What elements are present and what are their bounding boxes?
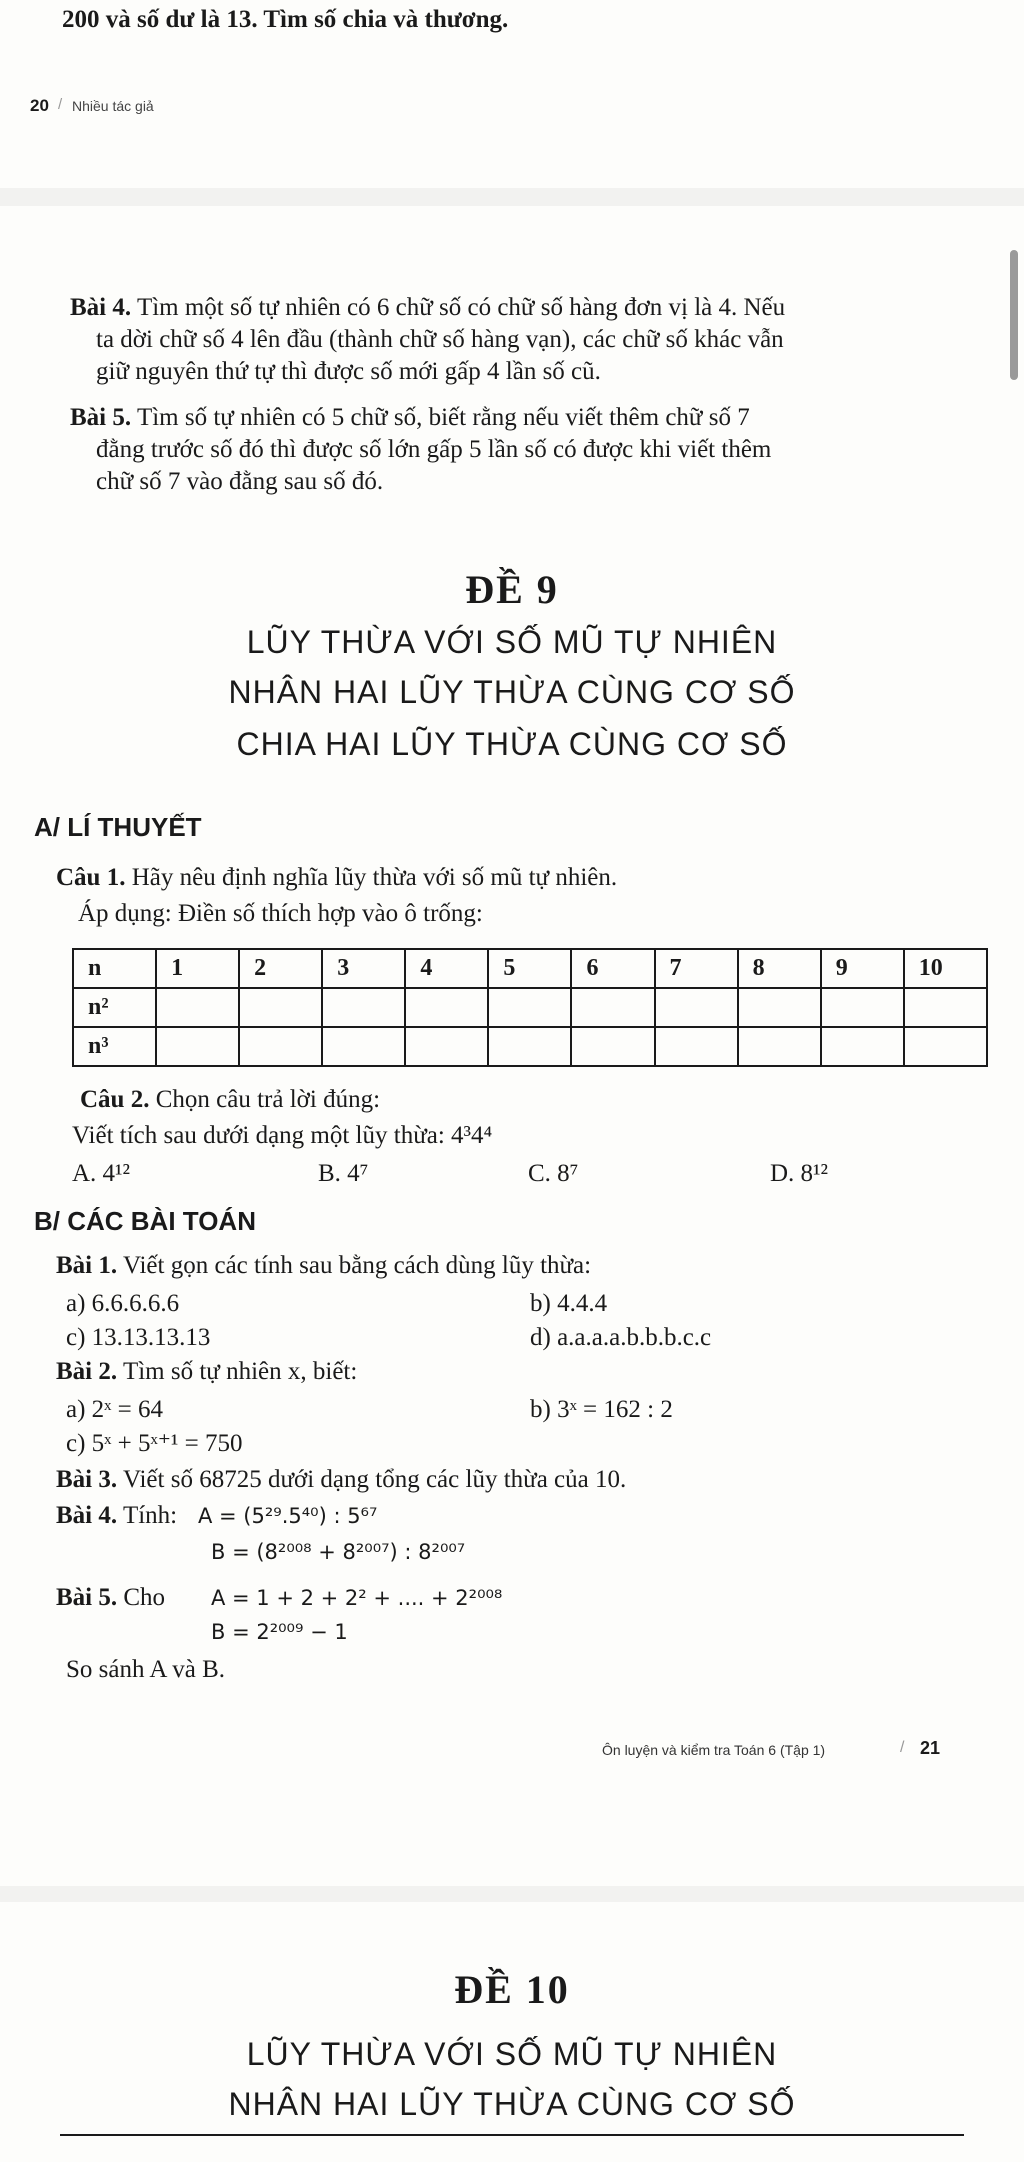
empty-cell[interactable] — [322, 988, 405, 1027]
empty-cell[interactable] — [738, 1027, 821, 1066]
question-label: Câu 1. — [56, 864, 126, 891]
exercise-label: Bài 4. — [70, 294, 132, 321]
exercise-label: Bài 5. — [70, 404, 132, 431]
empty-cell[interactable] — [571, 988, 654, 1027]
empty-cell[interactable] — [156, 988, 239, 1027]
question-text: Hãy nêu định nghĩa lũy thừa với số mũ tự nhiên. — [131, 864, 618, 891]
row-label: n³ — [73, 1027, 156, 1066]
empty-cell[interactable] — [904, 1027, 987, 1066]
de9-title: ĐỀ 9 — [465, 567, 559, 612]
de10-subtitle-1: LŨY THỪA VỚI SỐ MŨ TỰ NHIÊN — [246, 2036, 778, 2072]
cau1 — [56, 862, 617, 894]
power-table — [72, 948, 988, 1067]
table-cell: 6 — [571, 949, 654, 988]
table-cell: 10 — [904, 949, 987, 988]
empty-cell[interactable] — [239, 1027, 322, 1066]
section-b-heading: B/ CÁC BÀI TOÁN — [34, 1206, 256, 1236]
empty-cell[interactable] — [571, 1027, 654, 1066]
exercise-label: Bài 2. — [56, 1358, 118, 1385]
option-d: D. 8¹² — [770, 1160, 829, 1187]
option-a: A. 4¹² — [72, 1160, 131, 1187]
option-c: C. 8⁷ — [528, 1160, 579, 1187]
empty-cell[interactable] — [738, 988, 821, 1027]
bai1-item-a: a) 6.6.6.6.6 — [66, 1290, 180, 1317]
exercise-bai5-prev — [70, 402, 750, 434]
table-cell: 2 — [239, 949, 322, 988]
bai5 — [56, 1582, 165, 1614]
page-21 — [0, 206, 1024, 1886]
bai1-item-b: b) 4.4.4 — [530, 1290, 608, 1317]
exercise-line: ta dời chữ số 4 lên đầu (thành chữ số hàng vạn), các chữ số khác vẫn — [96, 326, 784, 353]
page-number: 20 — [30, 96, 49, 115]
bai2 — [56, 1356, 357, 1388]
de9-subtitle-3: CHIA HAI LŨY THỪA CÙNG CƠ SỐ — [236, 726, 788, 762]
footer-separator: / — [58, 96, 63, 113]
divider — [60, 2134, 964, 2136]
exercise-bai4-prev — [70, 292, 785, 324]
exercise-text: Tính: — [122, 1502, 178, 1529]
empty-cell[interactable] — [655, 1027, 738, 1066]
exercise-text: Cho — [123, 1584, 166, 1611]
exercise-line: chữ số 7 vào đằng sau số đó. — [96, 468, 384, 495]
exercise-line: đằng trước số đó thì được số lớn gấp 5 lần số có được khi viết thêm — [96, 436, 772, 463]
exercise-text: Viết gọn các tính sau bằng cách dùng lũy thừa: — [122, 1252, 592, 1279]
table-header-row — [73, 949, 987, 988]
bai1-item-d: d) a.a.a.a.b.b.b.c.c — [530, 1324, 712, 1351]
empty-cell[interactable] — [488, 988, 571, 1027]
bai5-formula-b: B = 2²⁰⁰⁹ − 1 — [211, 1620, 348, 1644]
bai5-compare: So sánh A và B. — [66, 1656, 226, 1683]
cau1-apply: Áp dụng: Điền số thích hợp vào ô trống: — [78, 900, 483, 927]
page-number: 21 — [920, 1738, 941, 1758]
footer-author: Nhiều tác giả — [72, 98, 154, 114]
bai1 — [56, 1250, 591, 1282]
exercise-label: Bài 3. — [56, 1466, 118, 1493]
exercise-line: Tìm một số tự nhiên có 6 chữ số có chữ số hàng đơn vị là 4. Nếu — [136, 294, 786, 321]
table-cell: 7 — [655, 949, 738, 988]
table-row — [73, 988, 987, 1027]
row-label: n² — [73, 988, 156, 1027]
bai4-formula-b: B = (8²⁰⁰⁸ + 8²⁰⁰⁷) : 8²⁰⁰⁷ — [211, 1540, 466, 1564]
empty-cell[interactable] — [821, 988, 904, 1027]
de9-subtitle-2: NHÂN HAI LŨY THỪA CÙNG CƠ SỐ — [228, 674, 796, 710]
bai2-item-c: c) 5ˣ + 5ˣ⁺¹ = 750 — [66, 1430, 243, 1457]
empty-cell[interactable] — [488, 1027, 571, 1066]
option-b: B. 4⁷ — [318, 1160, 369, 1187]
exercise-line: giữ nguyên thứ tự thì được số mới gấp 4 lần số cũ. — [96, 358, 601, 385]
empty-cell[interactable] — [239, 988, 322, 1027]
empty-cell[interactable] — [655, 988, 738, 1027]
bai5-formula-a: A = 1 + 2 + 2² + .... + 2²⁰⁰⁸ — [211, 1586, 503, 1610]
empty-cell[interactable] — [322, 1027, 405, 1066]
empty-cell[interactable] — [904, 988, 987, 1027]
exercise-label: Bài 1. — [56, 1252, 118, 1279]
de10-title: ĐỀ 10 — [454, 1967, 570, 2012]
exercise-label: Bài 5. — [56, 1584, 118, 1611]
empty-cell[interactable] — [821, 1027, 904, 1066]
question-label: Câu 2. — [80, 1086, 150, 1113]
empty-cell[interactable] — [405, 1027, 488, 1066]
bai4 — [56, 1500, 177, 1532]
table-cell: 5 — [488, 949, 571, 988]
de9-subtitle-1: LŨY THỪA VỚI SỐ MŨ TỰ NHIÊN — [246, 624, 778, 660]
page-22-fragment — [0, 1902, 1024, 2162]
table-row — [73, 1027, 987, 1066]
table-cell: 8 — [738, 949, 821, 988]
table-cell: 4 — [405, 949, 488, 988]
bai4-formula-a: A = (5²⁹.5⁴⁰) : 5⁶⁷ — [198, 1504, 378, 1528]
exercise-line: Tìm số tự nhiên có 5 chữ số, biết rằng nếu viết thêm chữ số 7 — [136, 404, 750, 431]
footer-book-title: Ôn luyện và kiểm tra Toán 6 (Tập 1) — [602, 1742, 826, 1758]
footer-separator: / — [900, 1739, 905, 1756]
table-cell: 3 — [322, 949, 405, 988]
de10-subtitle-2: NHÂN HAI LŨY THỪA CÙNG CƠ SỐ — [228, 2086, 796, 2122]
cau2-prompt: Viết tích sau dưới dạng một lũy thừa: 4³4⁴ — [72, 1122, 493, 1149]
bai2-item-b: b) 3ˣ = 162 : 2 — [530, 1396, 673, 1423]
exercise-label: Bài 4. — [56, 1502, 118, 1529]
table-cell: n — [73, 949, 156, 988]
bai3 — [56, 1464, 626, 1496]
bai2-item-a: a) 2ˣ = 64 — [66, 1396, 163, 1423]
cau2 — [80, 1084, 380, 1116]
scrollbar-thumb[interactable] — [1010, 250, 1018, 380]
empty-cell[interactable] — [156, 1027, 239, 1066]
question-text: Chọn câu trả lời đúng: — [155, 1086, 381, 1113]
table-cell: 9 — [821, 949, 904, 988]
problem-text-fragment: 200 và số dư là 13. Tìm số chia và thương. — [62, 6, 509, 33]
page-20-fragment — [0, 0, 1024, 188]
empty-cell[interactable] — [405, 988, 488, 1027]
section-a-heading: A/ LÍ THUYẾT — [34, 812, 202, 842]
bai1-item-c: c) 13.13.13.13 — [66, 1324, 211, 1351]
exercise-text: Viết số 68725 dưới dạng tổng các lũy thừa của 10. — [122, 1466, 627, 1493]
exercise-text: Tìm số tự nhiên x, biết: — [122, 1358, 358, 1385]
table-cell: 1 — [156, 949, 239, 988]
